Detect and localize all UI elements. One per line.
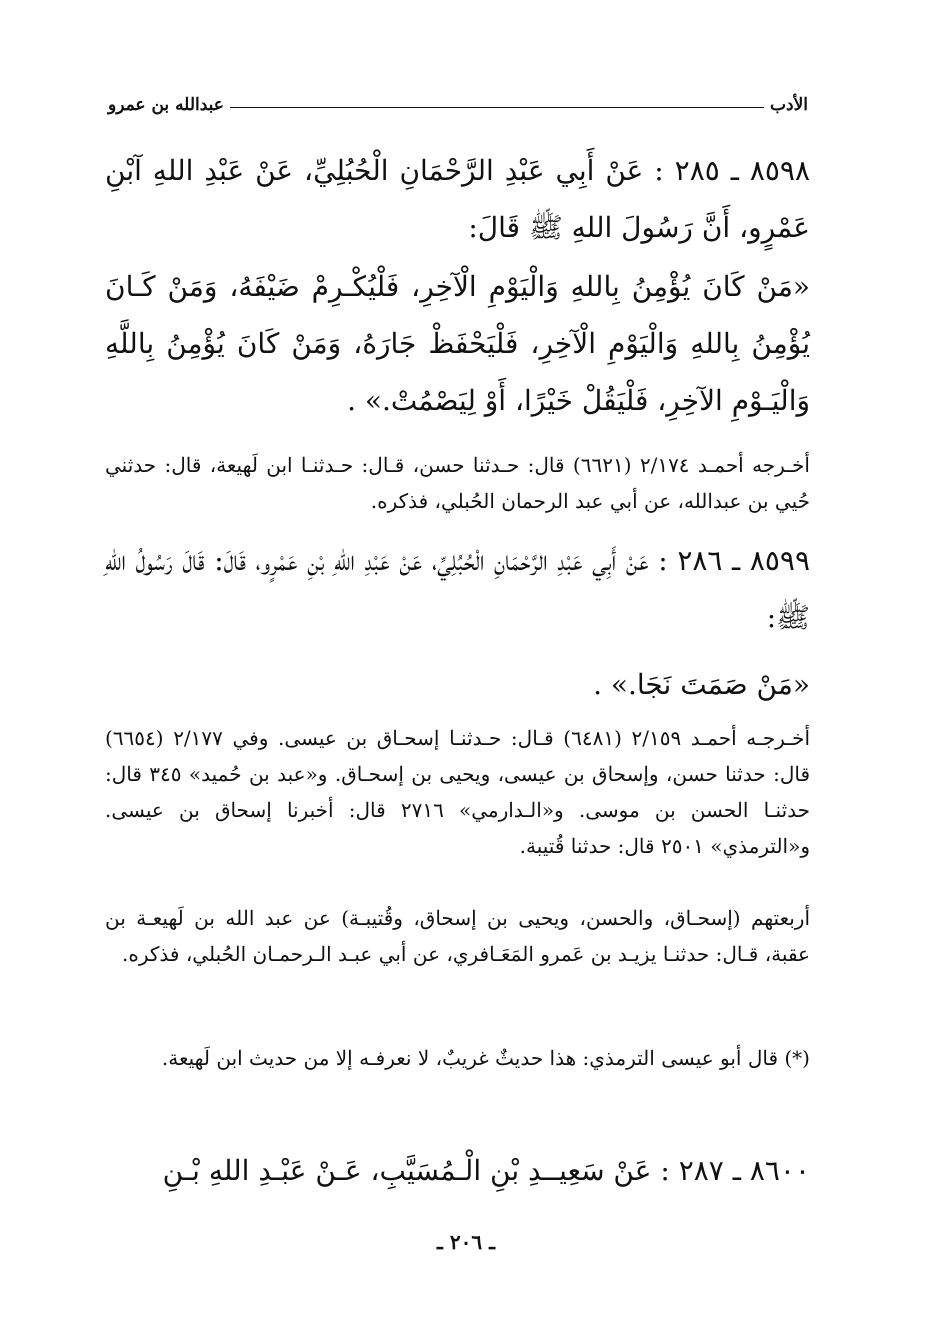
isnad-text: عَنْ أَبِي عَبْدِ الرَّحْمَانِ الْحُبُلِيِّ، عَنْ عَبْدِ اللهِ آبْنِ عَمْرٍو، أَنَّ رَسُولَ اللهِ ﷺ قَالَ: [105, 154, 810, 244]
narrator-title: عبدالله بن عمرو [108, 95, 224, 115]
hadith-8599-isnad [105, 532, 810, 646]
hadith-number: ٨٥٩٩ ـ ٢٨٦ : [658, 544, 810, 577]
hadith-number: ٨٦٠٠ ـ ٢٨٧ : [660, 1154, 810, 1187]
takhrij-text: أخـرجه أحمـد ٢/١٧٤ (٦٦٢١) قال: حـدثنا حسن، قـال: حـدثنـا ابن لَهيعة، قال: حدثني حُيي بن عبدالله، عن أبي عبد الرحمان الحُبلي، فذكره. [105, 453, 810, 513]
hadith-8599-chain [105, 900, 810, 972]
isnad-text: عَنْ أَبِي عَبْدِ الرَّحْمَانِ الْحُبُلِيِّ، عَنْ عَبْدِ اللهِ بْنِ عَمْرٍو، قَالَ: قَالَ رَسُولُ اللهِ ﷺ: [105, 544, 810, 634]
hadith-8600-isnad [105, 1142, 810, 1199]
running-header [108, 84, 808, 118]
hadith-8598-matn [105, 258, 810, 429]
matn-text: «مَنْ كَانَ يُؤْمِنُ بِاللهِ وَالْيَوْمِ الْآخِرِ، فَلْيُكْـرِمْ ضَيْفَهُ، وَمَنْ كَـانَ يُؤْمِنُ بِاللهِ وَالْيَوْمِ الْآخِرِ، فَلْيَحْفَظْ جَارَهُ، وَمَنْ كَانَ يُؤْمِنُ بِاللَّهِ وَالْيَـوْمِ الآخِرِ، فَلْيَقُلْ خَيْرًا، أَوْ لِيَصْمُتْ.» . [105, 270, 810, 417]
takhrij-text: أخـرجـه أحمـد ٢/١٥٩ (٦٤٨١) قـال: حـدثنـا إسحـاق بن عيسى. وفي ٢/١٧٧ (٦٦٥٤) قال: حدثنا حسن، وإسحاق بن عيسى، ويحيى بن إسحـاق. و«عبد بن حُميد» ٣٤٥ قال: حدثنـا الحسن بن موسى. و«الـدارمي» ٢٧١٦ قال: أخبرنا إسحاق بن عيسى. و«الترمذي» ٢٥٠١ قال: حدثنا قُتيبة. [105, 726, 811, 858]
header-rule [230, 107, 764, 108]
page-number: ـ ٢٠٦ ـ [437, 1230, 495, 1254]
chapter-title: الأدب [770, 95, 808, 115]
hadith-8599-comment [105, 1040, 810, 1076]
chain-text: أربعتهم (إسحـاق، والحسن، ويحيى بن إسحاق، وقُتيبـة) عن عبد الله بن لَهيعـة بن عقبة، قـال: حدثنـا يزيـد بن عَمرو المَعَـافري، عن أبي عبـد الـرحمـان الحُبلي، فذكره. [105, 906, 810, 966]
hadith-8599-matn [105, 656, 810, 713]
hadith-8598-takhrij [105, 447, 810, 519]
hadith-number: ٨٥٩٨ ـ ٢٨٥ : [654, 154, 810, 187]
hadith-8599-takhrij [105, 720, 810, 864]
isnad-text: عَنْ سَعِيــدِ بْنِ الْـمُسَيَّبِ، عَـنْ عَبْـدِ اللهِ بْـنِ [162, 1154, 652, 1187]
comment-text: (*) قال أبو عيسى الترمذي: هذا حديثٌ غريبٌ، لا نعرفـه إلا من حديث ابن لَهيعة. [161, 1046, 810, 1070]
matn-text: «مَنْ صَمَتَ نَجَا.» . [593, 668, 810, 701]
hadith-8598-isnad [105, 142, 810, 256]
